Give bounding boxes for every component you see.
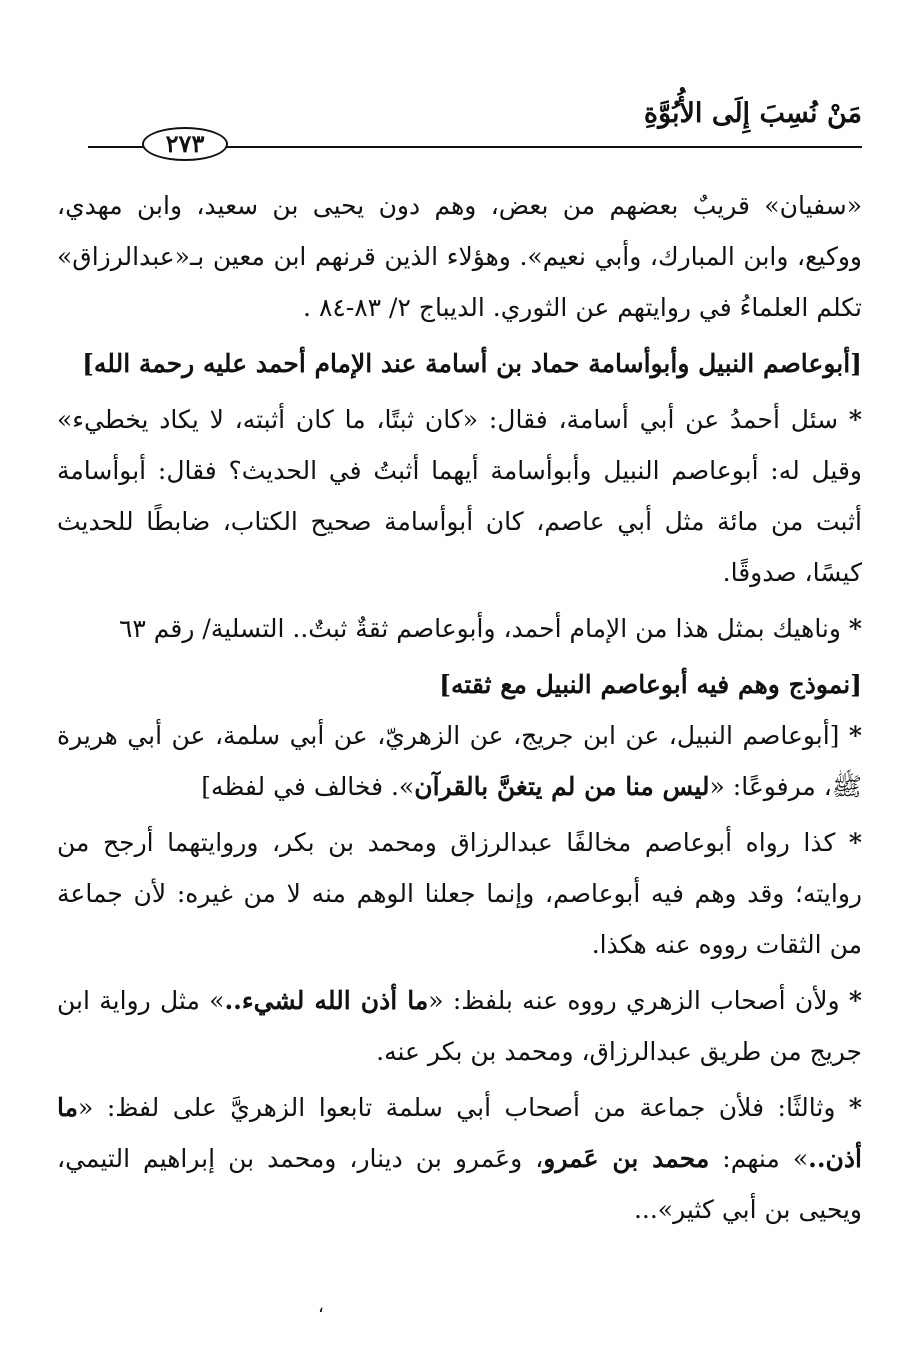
paragraph-3 (57, 603, 862, 654)
paragraph-4-text-end: ». فخالف في لفظه] (201, 772, 415, 801)
star-marker: * (848, 1093, 862, 1122)
paragraph-7-text-end: ، وعَمرو بن دينار، ومحمد بن إبراهيم التيمي، ويحيى بن أبي كثير»... (57, 1144, 862, 1224)
narrator-name: محمد بن عَمرو (543, 1144, 710, 1173)
section-heading-2: [نموذج وهم فيه أبوعاصم النبيل مع ثقته] (439, 670, 862, 699)
hadith-quote: ليس منا من لم يتغنَّ بالقرآن (414, 772, 710, 801)
page-number: ٢٧٣ (142, 127, 228, 161)
star-marker: * (848, 614, 862, 643)
paragraph-2-text: سئل أحمدُ عن أبي أسامة، فقال: «كان ثبتًا، ما كان أثبته، لا يكاد يخطيء» وقيل له: أبوعاصم النبيل وأبوأسامة أيهما أثبتُ في الحديث؟ فقال: أبوأسامة أثبت من مائة مثل أبي عاصم، كان أبوأسامة صحيح الكتاب، ضابطًا للحديث كيسًا، صدوقًا. (57, 405, 862, 587)
body-text (57, 180, 862, 1235)
paragraph-6-text-end: » مثل رواية ابن جريج من طريق عبدالرزاق، ومحمد بن بكر عنه. (57, 986, 862, 1066)
hadith-quote: ما أذن.. (57, 1093, 862, 1173)
star-marker: * (848, 721, 862, 750)
paragraph-7-text: وثالثًا: فلأن جماعة من أصحاب أبي سلمة تابعوا الزهريَّ على لفظ: « (78, 1093, 836, 1122)
paragraph-7-text-mid: » منهم: (709, 1144, 809, 1173)
paragraph-1: «سفيان» قريبٌ بعضهم من بعض، وهم دون يحيى بن سعيد، وابن مهدي، ووكيع، وابن المبارك، وأبي نعيم». وهؤلاء الذين قرنهم ابن معين بـ«عبدالرزاق» تكلم العلماءُ في روايتهم عن الثوري. الديباج ٢/ ٨٣-٨٤ . (57, 191, 862, 322)
footer-mark: ، (318, 1296, 324, 1317)
paragraph-4-text: [أبوعاصم النبيل، عن ابن جريج، عن الزهريّ، عن أبي سلمة، عن أبي هريرة ﷺ، مرفوعًا: « (57, 721, 862, 801)
star-marker: * (848, 405, 862, 434)
paragraph-5-text: كذا رواه أبوعاصم مخالفًا عبدالرزاق ومحمد بن بكر، وروايتهما أرجح من روايته؛ وقد وهم فيه أبوعاصم، وإنما جعلنا الوهم منه لا من غيره: لأن جماعة من الثقات رووه عنه هكذا. (57, 828, 862, 959)
star-marker: * (848, 828, 862, 857)
paragraph-2 (57, 394, 862, 598)
section-heading-1: [أبوعاصم النبيل وأبوأسامة حماد بن أسامة عند الإمام أحمد عليه رحمة الله] (82, 349, 862, 378)
running-title: مَنْ نُسِبَ إِلَى الأُبُوَّةِ (643, 98, 862, 129)
hadith-quote: ما أذن الله لشيء.. (224, 986, 429, 1015)
paragraph-6-text: ولأن أصحاب الزهري رووه عنه بلفظ: « (428, 986, 840, 1015)
paragraph-6 (57, 975, 862, 1077)
paragraph-4 (57, 710, 862, 812)
paragraph-5 (57, 817, 862, 970)
paragraph-7 (57, 1082, 862, 1235)
star-marker: * (848, 986, 862, 1015)
paragraph-3-text: وناهيك بمثل هذا من الإمام أحمد، وأبوعاصم ثقةٌ ثبتٌ.. التسلية/ رقم ٦٣ (118, 614, 841, 643)
